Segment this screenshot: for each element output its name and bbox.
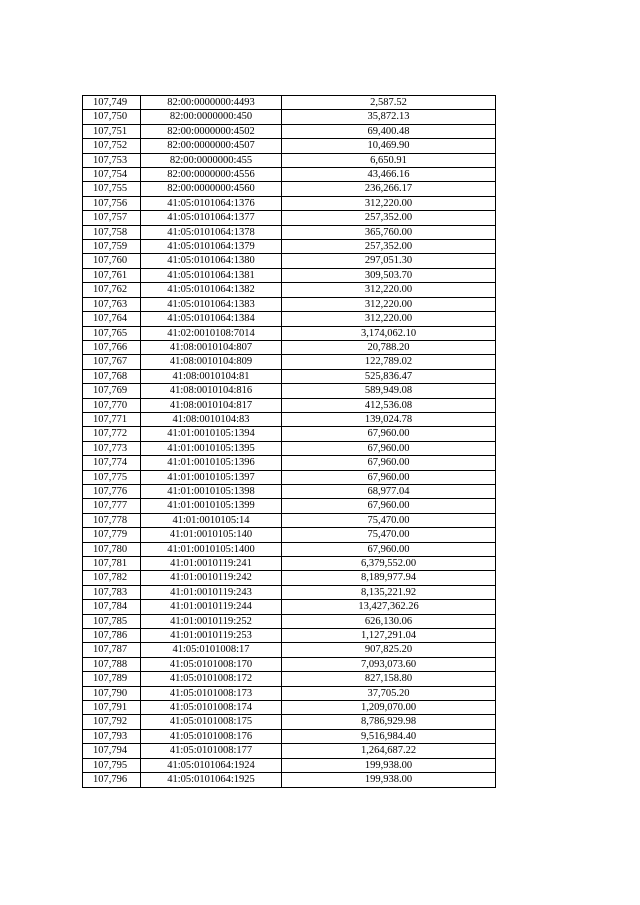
cadastral-number-cell: 41:01:0010105:1397 [141, 470, 282, 484]
amount-cell: 20,788.20 [282, 340, 496, 354]
table-row [83, 369, 496, 383]
table-row [83, 657, 496, 671]
table-row [83, 384, 496, 398]
table-row [83, 182, 496, 196]
table-row [83, 600, 496, 614]
table-row [83, 412, 496, 426]
row-number-cell: 107,750 [83, 110, 141, 124]
row-number-cell: 107,773 [83, 441, 141, 455]
cadastral-number-cell: 41:05:0101008:170 [141, 657, 282, 671]
row-number-cell: 107,787 [83, 643, 141, 657]
amount-cell: 37,705.20 [282, 686, 496, 700]
cadastral-number-cell: 41:01:0010119:241 [141, 557, 282, 571]
row-number-cell: 107,780 [83, 542, 141, 556]
row-number-cell: 107,755 [83, 182, 141, 196]
row-number-cell: 107,763 [83, 297, 141, 311]
amount-cell: 312,220.00 [282, 297, 496, 311]
amount-cell: 199,938.00 [282, 758, 496, 772]
amount-cell: 1,127,291.04 [282, 629, 496, 643]
amount-cell: 525,836.47 [282, 369, 496, 383]
row-number-cell: 107,774 [83, 456, 141, 470]
cadastral-number-cell: 41:05:0101064:1381 [141, 268, 282, 282]
cadastral-number-cell: 82:00:0000000:4556 [141, 168, 282, 182]
amount-cell: 7,093,073.60 [282, 657, 496, 671]
amount-cell: 297,051.30 [282, 254, 496, 268]
cadastral-number-cell: 41:01:0010105:1394 [141, 427, 282, 441]
row-number-cell: 107,777 [83, 499, 141, 513]
amount-cell: 43,466.16 [282, 168, 496, 182]
cadastral-number-cell: 41:02:0010108:7014 [141, 326, 282, 340]
table-row [83, 470, 496, 484]
amount-cell: 6,379,552.00 [282, 557, 496, 571]
table-row [83, 124, 496, 138]
table-row [83, 773, 496, 787]
row-number-cell: 107,794 [83, 744, 141, 758]
amount-cell: 257,352.00 [282, 211, 496, 225]
cadastral-number-cell: 82:00:0000000:4560 [141, 182, 282, 196]
cadastral-number-cell: 41:01:0010119:253 [141, 629, 282, 643]
row-number-cell: 107,783 [83, 585, 141, 599]
cadastral-number-cell: 41:08:0010104:81 [141, 369, 282, 383]
row-number-cell: 107,751 [83, 124, 141, 138]
row-number-cell: 107,752 [83, 139, 141, 153]
amount-cell: 2,587.52 [282, 96, 496, 110]
row-number-cell: 107,753 [83, 153, 141, 167]
amount-cell: 907,825.20 [282, 643, 496, 657]
row-number-cell: 107,757 [83, 211, 141, 225]
amount-cell: 67,960.00 [282, 499, 496, 513]
cadastral-number-cell: 41:05:0101008:175 [141, 715, 282, 729]
amount-cell: 8,786,929.98 [282, 715, 496, 729]
table-row [83, 571, 496, 585]
row-number-cell: 107,758 [83, 225, 141, 239]
row-number-cell: 107,775 [83, 470, 141, 484]
amount-cell: 827,158.80 [282, 672, 496, 686]
cadastral-number-cell: 41:08:0010104:83 [141, 412, 282, 426]
cadastral-number-cell: 41:05:0101064:1925 [141, 773, 282, 787]
table-row [83, 340, 496, 354]
row-number-cell: 107,760 [83, 254, 141, 268]
table-row [83, 715, 496, 729]
cadastral-number-cell: 41:01:0010119:252 [141, 614, 282, 628]
cadastral-number-cell: 41:05:0101008:177 [141, 744, 282, 758]
table-row [83, 557, 496, 571]
table-row [83, 528, 496, 542]
amount-cell: 10,469.90 [282, 139, 496, 153]
row-number-cell: 107,786 [83, 629, 141, 643]
amount-cell: 67,960.00 [282, 470, 496, 484]
cadastral-number-cell: 41:01:0010105:1399 [141, 499, 282, 513]
cadastral-number-cell: 41:01:0010105:1400 [141, 542, 282, 556]
row-number-cell: 107,781 [83, 557, 141, 571]
table-row [83, 355, 496, 369]
table-row [83, 456, 496, 470]
row-number-cell: 107,765 [83, 326, 141, 340]
amount-cell: 75,470.00 [282, 513, 496, 527]
table-row [83, 614, 496, 628]
cadastral-number-cell: 41:01:0010105:140 [141, 528, 282, 542]
row-number-cell: 107,791 [83, 701, 141, 715]
amount-cell: 139,024.78 [282, 412, 496, 426]
amount-cell: 1,209,070.00 [282, 701, 496, 715]
amount-cell: 69,400.48 [282, 124, 496, 138]
row-number-cell: 107,767 [83, 355, 141, 369]
amount-cell: 6,650.91 [282, 153, 496, 167]
row-number-cell: 107,762 [83, 283, 141, 297]
cadastral-number-cell: 41:05:0101064:1383 [141, 297, 282, 311]
table-row [83, 643, 496, 657]
cadastral-number-cell: 41:05:0101008:176 [141, 729, 282, 743]
row-number-cell: 107,795 [83, 758, 141, 772]
cadastral-number-cell: 41:05:0101008:173 [141, 686, 282, 700]
table-row [83, 484, 496, 498]
row-number-cell: 107,792 [83, 715, 141, 729]
table-row [83, 254, 496, 268]
table-body [83, 96, 496, 788]
amount-cell: 257,352.00 [282, 240, 496, 254]
amount-cell: 199,938.00 [282, 773, 496, 787]
cadastral-number-cell: 82:00:0000000:455 [141, 153, 282, 167]
row-number-cell: 107,785 [83, 614, 141, 628]
table-row [83, 96, 496, 110]
table-row [83, 283, 496, 297]
table-row [83, 701, 496, 715]
row-number-cell: 107,788 [83, 657, 141, 671]
table-row [83, 686, 496, 700]
amount-cell: 13,427,362.26 [282, 600, 496, 614]
row-number-cell: 107,770 [83, 398, 141, 412]
amount-cell: 312,220.00 [282, 312, 496, 326]
row-number-cell: 107,793 [83, 729, 141, 743]
row-number-cell: 107,779 [83, 528, 141, 542]
cadastral-number-cell: 41:08:0010104:809 [141, 355, 282, 369]
amount-cell: 3,174,062.10 [282, 326, 496, 340]
amount-cell: 365,760.00 [282, 225, 496, 239]
cadastral-number-cell: 82:00:0000000:450 [141, 110, 282, 124]
amount-cell: 412,536.08 [282, 398, 496, 412]
row-number-cell: 107,784 [83, 600, 141, 614]
table-row [83, 196, 496, 210]
amount-cell: 236,266.17 [282, 182, 496, 196]
amount-cell: 8,135,221.92 [282, 585, 496, 599]
table-row [83, 312, 496, 326]
cadastral-number-cell: 41:01:0010105:1396 [141, 456, 282, 470]
row-number-cell: 107,796 [83, 773, 141, 787]
table-row [83, 240, 496, 254]
cadastral-number-cell: 82:00:0000000:4507 [141, 139, 282, 153]
row-number-cell: 107,769 [83, 384, 141, 398]
table-row [83, 585, 496, 599]
row-number-cell: 107,754 [83, 168, 141, 182]
table-row [83, 225, 496, 239]
cadastral-number-cell: 41:05:0101064:1384 [141, 312, 282, 326]
cadastral-number-cell: 41:05:0101064:1382 [141, 283, 282, 297]
amount-cell: 67,960.00 [282, 456, 496, 470]
cadastral-number-cell: 41:08:0010104:807 [141, 340, 282, 354]
amount-cell: 312,220.00 [282, 196, 496, 210]
cadastral-number-cell: 41:05:0101064:1377 [141, 211, 282, 225]
amount-cell: 309,503.70 [282, 268, 496, 282]
cadastral-number-cell: 41:05:0101008:17 [141, 643, 282, 657]
amount-cell: 589,949.08 [282, 384, 496, 398]
data-table [82, 95, 496, 788]
amount-cell: 35,872.13 [282, 110, 496, 124]
amount-cell: 67,960.00 [282, 441, 496, 455]
row-number-cell: 107,782 [83, 571, 141, 585]
cadastral-number-cell: 41:05:0101064:1379 [141, 240, 282, 254]
table-row [83, 744, 496, 758]
row-number-cell: 107,771 [83, 412, 141, 426]
cadastral-number-cell: 41:01:0010105:1398 [141, 484, 282, 498]
cadastral-number-cell: 41:05:0101064:1376 [141, 196, 282, 210]
cadastral-number-cell: 82:00:0000000:4493 [141, 96, 282, 110]
cadastral-number-cell: 41:01:0010119:244 [141, 600, 282, 614]
amount-cell: 626,130.06 [282, 614, 496, 628]
row-number-cell: 107,766 [83, 340, 141, 354]
row-number-cell: 107,772 [83, 427, 141, 441]
table-row [83, 153, 496, 167]
table-row [83, 427, 496, 441]
table-row [83, 672, 496, 686]
table-row [83, 297, 496, 311]
amount-cell: 9,516,984.40 [282, 729, 496, 743]
cadastral-number-cell: 41:05:0101008:174 [141, 701, 282, 715]
table-row [83, 729, 496, 743]
row-number-cell: 107,756 [83, 196, 141, 210]
row-number-cell: 107,761 [83, 268, 141, 282]
cadastral-number-cell: 41:08:0010104:817 [141, 398, 282, 412]
cadastral-number-cell: 41:08:0010104:816 [141, 384, 282, 398]
table-row [83, 326, 496, 340]
row-number-cell: 107,764 [83, 312, 141, 326]
table-row [83, 441, 496, 455]
amount-cell: 312,220.00 [282, 283, 496, 297]
amount-cell: 1,264,687.22 [282, 744, 496, 758]
amount-cell: 122,789.02 [282, 355, 496, 369]
cadastral-number-cell: 41:05:0101064:1378 [141, 225, 282, 239]
amount-cell: 8,189,977.94 [282, 571, 496, 585]
table-row [83, 268, 496, 282]
row-number-cell: 107,768 [83, 369, 141, 383]
cadastral-number-cell: 41:05:0101008:172 [141, 672, 282, 686]
amount-cell: 68,977.04 [282, 484, 496, 498]
table-row [83, 110, 496, 124]
table-row [83, 758, 496, 772]
table-row [83, 398, 496, 412]
table-row [83, 139, 496, 153]
table-row [83, 542, 496, 556]
cadastral-number-cell: 41:01:0010119:243 [141, 585, 282, 599]
row-number-cell: 107,789 [83, 672, 141, 686]
cadastral-number-cell: 41:05:0101064:1924 [141, 758, 282, 772]
table-row [83, 513, 496, 527]
row-number-cell: 107,776 [83, 484, 141, 498]
table-row [83, 168, 496, 182]
cadastral-number-cell: 41:01:0010105:14 [141, 513, 282, 527]
cadastral-number-cell: 41:01:0010119:242 [141, 571, 282, 585]
table-row [83, 499, 496, 513]
amount-cell: 75,470.00 [282, 528, 496, 542]
amount-cell: 67,960.00 [282, 542, 496, 556]
row-number-cell: 107,759 [83, 240, 141, 254]
row-number-cell: 107,790 [83, 686, 141, 700]
row-number-cell: 107,778 [83, 513, 141, 527]
cadastral-number-cell: 41:05:0101064:1380 [141, 254, 282, 268]
cadastral-number-cell: 82:00:0000000:4502 [141, 124, 282, 138]
table-row [83, 629, 496, 643]
cadastral-number-cell: 41:01:0010105:1395 [141, 441, 282, 455]
row-number-cell: 107,749 [83, 96, 141, 110]
amount-cell: 67,960.00 [282, 427, 496, 441]
table-row [83, 211, 496, 225]
